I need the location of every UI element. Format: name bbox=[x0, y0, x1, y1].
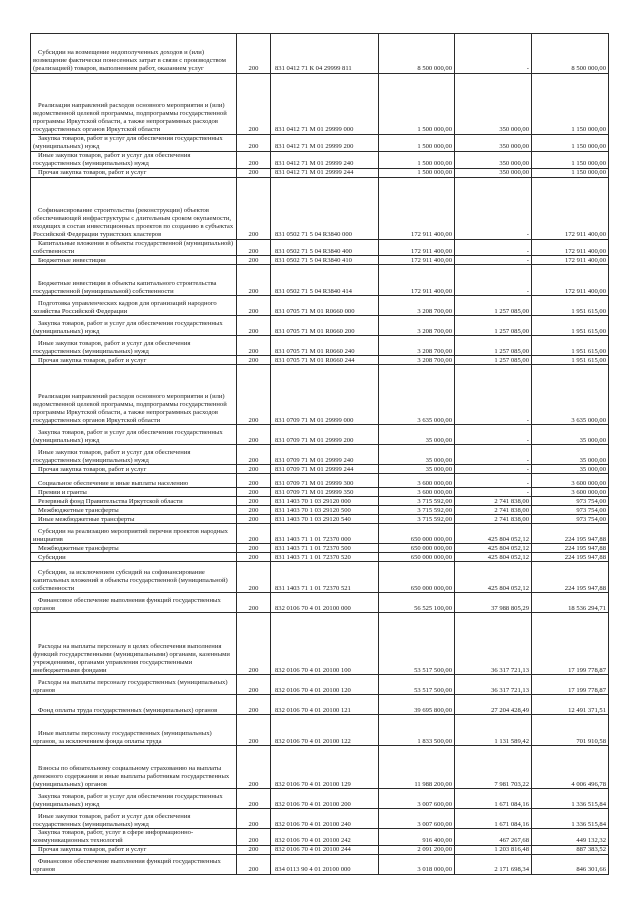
row-approved-amount: 2 091 200,00 bbox=[379, 846, 455, 855]
row-executed-amount: 2 741 838,00 bbox=[455, 497, 532, 506]
row-line-code: 200 bbox=[237, 497, 271, 506]
row-executed-amount: - bbox=[455, 425, 532, 445]
row-remaining-amount: 1 150 000,00 bbox=[532, 74, 609, 135]
row-approved-amount: 650 000 000,00 bbox=[379, 553, 455, 562]
row-approved-amount: 1 500 000,00 bbox=[379, 168, 455, 177]
row-executed-amount: 425 804 052,12 bbox=[455, 562, 532, 593]
table-row bbox=[31, 74, 609, 135]
row-line-code: 200 bbox=[237, 151, 271, 168]
row-approved-amount: 3 018 000,00 bbox=[379, 855, 455, 875]
table-row bbox=[31, 265, 609, 296]
table-row bbox=[31, 256, 609, 265]
row-remaining-amount: 224 195 947,88 bbox=[532, 553, 609, 562]
row-budget-code: 832 0106 70 4 01 20100 129 bbox=[271, 746, 379, 789]
row-remaining-amount: 449 132,32 bbox=[532, 829, 609, 846]
row-executed-amount: 2 741 838,00 bbox=[455, 515, 532, 524]
row-remaining-amount: 3 600 000,00 bbox=[532, 474, 609, 488]
table-row bbox=[31, 562, 609, 593]
row-executed-amount: - bbox=[455, 177, 532, 239]
row-name: Иные закупки товаров, работ и услуг для обеспечения государственных (муниципальных) нужд bbox=[31, 151, 237, 168]
row-line-code: 200 bbox=[237, 474, 271, 488]
row-name: Финансовое обеспечение выполнения функций государственных органов bbox=[31, 593, 237, 613]
row-executed-amount: - bbox=[455, 465, 532, 474]
row-name: Иные закупки товаров, работ и услуг для обеспечения государственных (муниципальных) нужд bbox=[31, 445, 237, 465]
row-executed-amount: - bbox=[455, 239, 532, 256]
table-row bbox=[31, 336, 609, 356]
row-executed-amount: 350 000,00 bbox=[455, 151, 532, 168]
table-row bbox=[31, 544, 609, 553]
row-remaining-amount: 224 195 947,88 bbox=[532, 524, 609, 544]
table-row bbox=[31, 846, 609, 855]
table-row bbox=[31, 316, 609, 336]
row-remaining-amount: 172 911 400,00 bbox=[532, 177, 609, 239]
row-name: Бюджетные инвестиции в объекты капитального строительства государственной (муниципальной) собственности bbox=[31, 265, 237, 296]
row-name: Фонд оплаты труда государственных (муниципальных) органов bbox=[31, 695, 237, 715]
table-row bbox=[31, 613, 609, 675]
row-executed-amount: - bbox=[455, 265, 532, 296]
row-remaining-amount: 973 754,00 bbox=[532, 515, 609, 524]
row-line-code: 200 bbox=[237, 336, 271, 356]
row-approved-amount: 1 500 000,00 bbox=[379, 74, 455, 135]
row-line-code: 200 bbox=[237, 695, 271, 715]
row-budget-code: 831 1403 70 1 03 29120 500 bbox=[271, 506, 379, 515]
row-approved-amount: 172 911 400,00 bbox=[379, 177, 455, 239]
row-budget-code: 831 0705 71 М 01 R0660 000 bbox=[271, 296, 379, 316]
row-approved-amount: 650 000 000,00 bbox=[379, 562, 455, 593]
row-remaining-amount: 172 911 400,00 bbox=[532, 256, 609, 265]
row-budget-code: 831 0412 71 М 01 29999 240 bbox=[271, 151, 379, 168]
row-executed-amount: 7 981 703,22 bbox=[455, 746, 532, 789]
row-line-code: 200 bbox=[237, 177, 271, 239]
row-line-code: 200 bbox=[237, 465, 271, 474]
row-approved-amount: 53 517 500,00 bbox=[379, 613, 455, 675]
row-line-code: 200 bbox=[237, 562, 271, 593]
row-line-code: 200 bbox=[237, 809, 271, 829]
row-budget-code: 831 0709 71 М 01 29999 300 bbox=[271, 474, 379, 488]
table-row bbox=[31, 465, 609, 474]
row-name: Социальное обеспечение и иные выплаты населению bbox=[31, 474, 237, 488]
row-approved-amount: 35 000,00 bbox=[379, 465, 455, 474]
row-name: Закупка товаров, работ, услуг в сфере информационно-коммуникационных технологий bbox=[31, 829, 237, 846]
row-budget-code: 832 0106 70 4 01 20100 244 bbox=[271, 846, 379, 855]
row-remaining-amount: 172 911 400,00 bbox=[532, 239, 609, 256]
table-row bbox=[31, 524, 609, 544]
row-approved-amount: 172 911 400,00 bbox=[379, 265, 455, 296]
row-remaining-amount: 887 383,52 bbox=[532, 846, 609, 855]
table-row bbox=[31, 789, 609, 809]
row-approved-amount: 3 715 592,00 bbox=[379, 506, 455, 515]
row-remaining-amount: 973 754,00 bbox=[532, 497, 609, 506]
table-row bbox=[31, 445, 609, 465]
row-remaining-amount: 846 301,66 bbox=[532, 855, 609, 875]
table-row bbox=[31, 809, 609, 829]
table-row bbox=[31, 553, 609, 562]
row-budget-code: 831 0709 71 М 01 29999 350 bbox=[271, 488, 379, 497]
row-budget-code: 832 0106 70 4 01 20100 100 bbox=[271, 613, 379, 675]
row-budget-code: 831 1403 71 1 01 72370 000 bbox=[271, 524, 379, 544]
row-remaining-amount: 172 911 400,00 bbox=[532, 265, 609, 296]
row-budget-code: 831 0502 71 5 04 R3840 000 bbox=[271, 177, 379, 239]
row-name: Иные закупки товаров, работ и услуг для обеспечения государственных (муниципальных) нужд bbox=[31, 336, 237, 356]
row-approved-amount: 1 500 000,00 bbox=[379, 135, 455, 152]
row-executed-amount: 1 257 085,00 bbox=[455, 336, 532, 356]
row-line-code: 200 bbox=[237, 316, 271, 336]
row-line-code: 200 bbox=[237, 74, 271, 135]
row-executed-amount: - bbox=[455, 474, 532, 488]
row-approved-amount: 1 833 500,00 bbox=[379, 715, 455, 746]
row-budget-code: 831 1403 71 1 01 72370 500 bbox=[271, 544, 379, 553]
row-remaining-amount: 1 951 615,00 bbox=[532, 296, 609, 316]
row-budget-code: 832 0106 70 4 01 20100 121 bbox=[271, 695, 379, 715]
row-approved-amount: 11 988 200,00 bbox=[379, 746, 455, 789]
row-approved-amount: 650 000 000,00 bbox=[379, 544, 455, 553]
row-approved-amount: 56 525 100,00 bbox=[379, 593, 455, 613]
row-remaining-amount: 18 536 294,71 bbox=[532, 593, 609, 613]
row-approved-amount: 3 208 700,00 bbox=[379, 296, 455, 316]
table-row bbox=[31, 593, 609, 613]
row-budget-code: 832 0106 70 4 01 20100 200 bbox=[271, 789, 379, 809]
row-remaining-amount: 1 951 615,00 bbox=[532, 336, 609, 356]
row-approved-amount: 3 715 592,00 bbox=[379, 515, 455, 524]
row-name: Закупка товаров, работ и услуг для обеспечения государственных (муниципальных) нужд bbox=[31, 316, 237, 336]
table-row bbox=[31, 177, 609, 239]
row-budget-code: 831 0412 71 М 01 29999 000 bbox=[271, 74, 379, 135]
row-executed-amount: 1 257 085,00 bbox=[455, 316, 532, 336]
row-executed-amount: 1 671 084,16 bbox=[455, 809, 532, 829]
row-name: Иные закупки товаров, работ и услуг для обеспечения государственных (муниципальных) нужд bbox=[31, 809, 237, 829]
row-budget-code: 831 0412 71 М 01 29999 200 bbox=[271, 135, 379, 152]
row-name: Прочая закупка товаров, работ и услуг bbox=[31, 168, 237, 177]
row-approved-amount: 172 911 400,00 bbox=[379, 239, 455, 256]
row-executed-amount: 2 741 838,00 bbox=[455, 506, 532, 515]
row-executed-amount: - bbox=[455, 34, 532, 74]
row-executed-amount: 1 671 084,16 bbox=[455, 789, 532, 809]
row-remaining-amount: 1 951 615,00 bbox=[532, 356, 609, 365]
row-remaining-amount: 12 491 371,51 bbox=[532, 695, 609, 715]
row-approved-amount: 3 208 700,00 bbox=[379, 336, 455, 356]
row-approved-amount: 3 600 000,00 bbox=[379, 474, 455, 488]
row-approved-amount: 8 500 000,00 bbox=[379, 34, 455, 74]
row-remaining-amount: 8 500 000,00 bbox=[532, 34, 609, 74]
table-row bbox=[31, 296, 609, 316]
row-executed-amount: - bbox=[455, 488, 532, 497]
row-name: Межбюджетные трансферты bbox=[31, 544, 237, 553]
row-budget-code: 832 0106 70 4 01 20100 122 bbox=[271, 715, 379, 746]
table-row bbox=[31, 506, 609, 515]
row-name: Подготовка управленческих кадров для организаций народного хозяйства Российской Федерации bbox=[31, 296, 237, 316]
row-approved-amount: 39 695 800,00 bbox=[379, 695, 455, 715]
row-remaining-amount: 35 000,00 bbox=[532, 465, 609, 474]
row-name: Субсидии bbox=[31, 553, 237, 562]
row-budget-code: 832 0106 70 4 01 20100 242 bbox=[271, 829, 379, 846]
table-row bbox=[31, 855, 609, 875]
row-budget-code: 831 0705 71 М 01 R0660 200 bbox=[271, 316, 379, 336]
row-remaining-amount: 35 000,00 bbox=[532, 445, 609, 465]
row-approved-amount: 53 517 500,00 bbox=[379, 675, 455, 695]
table-row bbox=[31, 151, 609, 168]
table-row bbox=[31, 695, 609, 715]
row-line-code: 200 bbox=[237, 135, 271, 152]
row-budget-code: 831 0709 71 М 01 29999 200 bbox=[271, 425, 379, 445]
row-name: Взносы по обязательному социальному страхованию на выплаты денежного содержания и иные выплаты работникам государственных (муниципальных) органов bbox=[31, 746, 237, 789]
row-name: Финансовое обеспечение выполнения функций государственных органов bbox=[31, 855, 237, 875]
row-line-code: 200 bbox=[237, 715, 271, 746]
row-line-code: 200 bbox=[237, 265, 271, 296]
table-row bbox=[31, 168, 609, 177]
row-approved-amount: 35 000,00 bbox=[379, 445, 455, 465]
row-executed-amount: 27 204 428,49 bbox=[455, 695, 532, 715]
row-name: Закупка товаров, работ и услуг для обеспечения государственных (муниципальных) нужд bbox=[31, 425, 237, 445]
row-line-code: 200 bbox=[237, 829, 271, 846]
row-name: Иные выплаты персоналу государственных (муниципальных) органов, за исключением фонда оплаты труда bbox=[31, 715, 237, 746]
row-remaining-amount: 224 195 947,88 bbox=[532, 562, 609, 593]
row-executed-amount: 350 000,00 bbox=[455, 168, 532, 177]
row-executed-amount: 36 317 721,13 bbox=[455, 613, 532, 675]
row-budget-code: 831 0502 71 5 04 R3840 410 bbox=[271, 256, 379, 265]
row-budget-code: 834 0113 90 4 01 20100 000 bbox=[271, 855, 379, 875]
row-executed-amount: - bbox=[455, 445, 532, 465]
table-row bbox=[31, 425, 609, 445]
row-remaining-amount: 1 336 515,84 bbox=[532, 809, 609, 829]
row-remaining-amount: 1 336 515,84 bbox=[532, 789, 609, 809]
row-line-code: 200 bbox=[237, 365, 271, 425]
row-remaining-amount: 17 199 778,87 bbox=[532, 675, 609, 695]
row-name: Межбюджетные трансферты bbox=[31, 506, 237, 515]
row-line-code: 200 bbox=[237, 846, 271, 855]
table-row bbox=[31, 135, 609, 152]
row-approved-amount: 916 400,00 bbox=[379, 829, 455, 846]
row-line-code: 200 bbox=[237, 256, 271, 265]
row-line-code: 200 bbox=[237, 506, 271, 515]
row-approved-amount: 1 500 000,00 bbox=[379, 151, 455, 168]
row-executed-amount: 37 988 805,29 bbox=[455, 593, 532, 613]
row-remaining-amount: 17 199 778,87 bbox=[532, 613, 609, 675]
row-executed-amount: 1 257 085,00 bbox=[455, 296, 532, 316]
row-remaining-amount: 3 635 000,00 bbox=[532, 365, 609, 425]
row-name: Реализация направлений расходов основного мероприятия и (или) ведомственной целевой программы, подпрограммы государственной программы Иркутской области, а также непрограммных расходов государственных органов Иркутской области bbox=[31, 365, 237, 425]
budget-table bbox=[30, 33, 609, 875]
row-line-code: 200 bbox=[237, 593, 271, 613]
row-remaining-amount: 224 195 947,88 bbox=[532, 544, 609, 553]
row-remaining-amount: 4 006 496,78 bbox=[532, 746, 609, 789]
row-name: Расходы на выплаты персоналу в целях обеспечения выполнения функций государственными (муниципальными) органами, казенными учреждениями, органами управления государственными внебюджетными фондами bbox=[31, 613, 237, 675]
table-row bbox=[31, 365, 609, 425]
row-approved-amount: 3 600 000,00 bbox=[379, 488, 455, 497]
budget-table-body bbox=[31, 34, 609, 875]
row-name: Реализация направлений расходов основного мероприятия и (или) ведомственной целевой программы, подпрограммы государственной программы Иркутской области, а также непрограммных расходов государственных органов Иркутской области bbox=[31, 74, 237, 135]
row-executed-amount: 1 131 589,42 bbox=[455, 715, 532, 746]
row-executed-amount: 1 257 085,00 bbox=[455, 356, 532, 365]
row-budget-code: 831 0412 71 К 04 29999 811 bbox=[271, 34, 379, 74]
row-executed-amount: 36 317 721,13 bbox=[455, 675, 532, 695]
row-name: Закупка товаров, работ и услуг для обеспечения государственных (муниципальных) нужд bbox=[31, 789, 237, 809]
row-line-code: 200 bbox=[237, 613, 271, 675]
row-name: Резервный фонд Правительства Иркутской области bbox=[31, 497, 237, 506]
row-budget-code: 831 0709 71 М 01 29999 000 bbox=[271, 365, 379, 425]
row-name: Прочая закупка товаров, работ и услуг bbox=[31, 465, 237, 474]
row-executed-amount: 2 171 698,34 bbox=[455, 855, 532, 875]
table-row bbox=[31, 515, 609, 524]
table-row bbox=[31, 715, 609, 746]
row-budget-code: 831 1403 70 1 03 29120 000 bbox=[271, 497, 379, 506]
row-line-code: 200 bbox=[237, 34, 271, 74]
row-line-code: 200 bbox=[237, 488, 271, 497]
row-line-code: 200 bbox=[237, 789, 271, 809]
row-line-code: 200 bbox=[237, 746, 271, 789]
row-executed-amount: 1 203 816,48 bbox=[455, 846, 532, 855]
row-remaining-amount: 3 600 000,00 bbox=[532, 488, 609, 497]
row-budget-code: 831 1403 71 1 01 72370 520 bbox=[271, 553, 379, 562]
row-name: Премии и гранты bbox=[31, 488, 237, 497]
row-line-code: 200 bbox=[237, 356, 271, 365]
table-row bbox=[31, 829, 609, 846]
row-remaining-amount: 35 000,00 bbox=[532, 425, 609, 445]
row-remaining-amount: 1 951 615,00 bbox=[532, 316, 609, 336]
row-approved-amount: 3 007 600,00 bbox=[379, 809, 455, 829]
row-approved-amount: 650 000 000,00 bbox=[379, 524, 455, 544]
row-name: Капитальные вложения в объекты государственной (муниципальной) собственности bbox=[31, 239, 237, 256]
row-line-code: 200 bbox=[237, 296, 271, 316]
row-name: Иные межбюджетные трансферты bbox=[31, 515, 237, 524]
table-row bbox=[31, 356, 609, 365]
table-row bbox=[31, 675, 609, 695]
row-approved-amount: 3 007 600,00 bbox=[379, 789, 455, 809]
row-line-code: 200 bbox=[237, 425, 271, 445]
row-name: Расходы на выплаты персоналу государственных (муниципальных) органов bbox=[31, 675, 237, 695]
row-budget-code: 831 0705 71 М 01 R0660 244 bbox=[271, 356, 379, 365]
row-approved-amount: 3 715 592,00 bbox=[379, 497, 455, 506]
row-remaining-amount: 701 910,58 bbox=[532, 715, 609, 746]
row-name: Субсидии на реализацию мероприятий перечня проектов народных инициатив bbox=[31, 524, 237, 544]
row-executed-amount: 350 000,00 bbox=[455, 74, 532, 135]
row-line-code: 200 bbox=[237, 544, 271, 553]
row-executed-amount: 425 804 052,12 bbox=[455, 524, 532, 544]
row-executed-amount: - bbox=[455, 256, 532, 265]
row-line-code: 200 bbox=[237, 855, 271, 875]
table-row bbox=[31, 474, 609, 488]
table-row bbox=[31, 746, 609, 789]
row-budget-code: 832 0106 70 4 01 20100 120 bbox=[271, 675, 379, 695]
row-approved-amount: 3 635 000,00 bbox=[379, 365, 455, 425]
row-budget-code: 831 0705 71 М 01 R0660 240 bbox=[271, 336, 379, 356]
budget-execution-sheet bbox=[30, 33, 608, 875]
row-line-code: 200 bbox=[237, 515, 271, 524]
row-budget-code: 831 0412 71 М 01 29999 244 bbox=[271, 168, 379, 177]
row-approved-amount: 172 911 400,00 bbox=[379, 256, 455, 265]
row-approved-amount: 35 000,00 bbox=[379, 425, 455, 445]
row-budget-code: 831 0502 71 5 04 R3840 414 bbox=[271, 265, 379, 296]
row-name: Закупка товаров, работ и услуг для обеспечения государственных (муниципальных) нужд bbox=[31, 135, 237, 152]
row-name: Прочая закупка товаров, работ и услуг bbox=[31, 356, 237, 365]
row-budget-code: 831 1403 71 1 01 72370 521 bbox=[271, 562, 379, 593]
row-budget-code: 832 0106 70 4 01 20100 000 bbox=[271, 593, 379, 613]
row-name: Субсидии на возмещение недополученных доходов и (или) возмещение фактически понесенных затрат в связи с производством (реализацией) товаров, выполнением работ, оказанием услуг bbox=[31, 34, 237, 74]
row-line-code: 200 bbox=[237, 168, 271, 177]
row-budget-code: 831 1403 70 1 03 29120 540 bbox=[271, 515, 379, 524]
row-line-code: 200 bbox=[237, 524, 271, 544]
row-executed-amount: 467 267,68 bbox=[455, 829, 532, 846]
row-remaining-amount: 1 150 000,00 bbox=[532, 151, 609, 168]
row-remaining-amount: 973 754,00 bbox=[532, 506, 609, 515]
row-name: Субсидии, за исключением субсидий на софинансирование капитальных вложений в объекты государственной (муниципальной) собственности bbox=[31, 562, 237, 593]
row-approved-amount: 3 208 700,00 bbox=[379, 356, 455, 365]
row-budget-code: 832 0106 70 4 01 20100 240 bbox=[271, 809, 379, 829]
table-row bbox=[31, 497, 609, 506]
row-executed-amount: 425 804 052,12 bbox=[455, 544, 532, 553]
row-name: Прочая закупка товаров, работ и услуг bbox=[31, 846, 237, 855]
row-executed-amount: - bbox=[455, 365, 532, 425]
row-budget-code: 831 0502 71 5 04 R3840 400 bbox=[271, 239, 379, 256]
row-line-code: 200 bbox=[237, 445, 271, 465]
row-line-code: 200 bbox=[237, 675, 271, 695]
row-name: Софинансирование строительства (реконструкции) объектов обеспечивающей инфраструктуры с длительным сроком окупаемости, входящих в состав инвестиционных проектов по созданию в субъектах Российской Федерации туристских кластеров bbox=[31, 177, 237, 239]
row-remaining-amount: 1 150 000,00 bbox=[532, 168, 609, 177]
table-row bbox=[31, 239, 609, 256]
row-line-code: 200 bbox=[237, 239, 271, 256]
row-remaining-amount: 1 150 000,00 bbox=[532, 135, 609, 152]
table-row bbox=[31, 34, 609, 74]
row-executed-amount: 350 000,00 bbox=[455, 135, 532, 152]
row-line-code: 200 bbox=[237, 553, 271, 562]
table-row bbox=[31, 488, 609, 497]
row-approved-amount: 3 208 700,00 bbox=[379, 316, 455, 336]
row-name: Бюджетные инвестиции bbox=[31, 256, 237, 265]
row-budget-code: 831 0709 71 М 01 29999 240 bbox=[271, 445, 379, 465]
row-executed-amount: 425 804 052,12 bbox=[455, 553, 532, 562]
row-budget-code: 831 0709 71 М 01 29999 244 bbox=[271, 465, 379, 474]
